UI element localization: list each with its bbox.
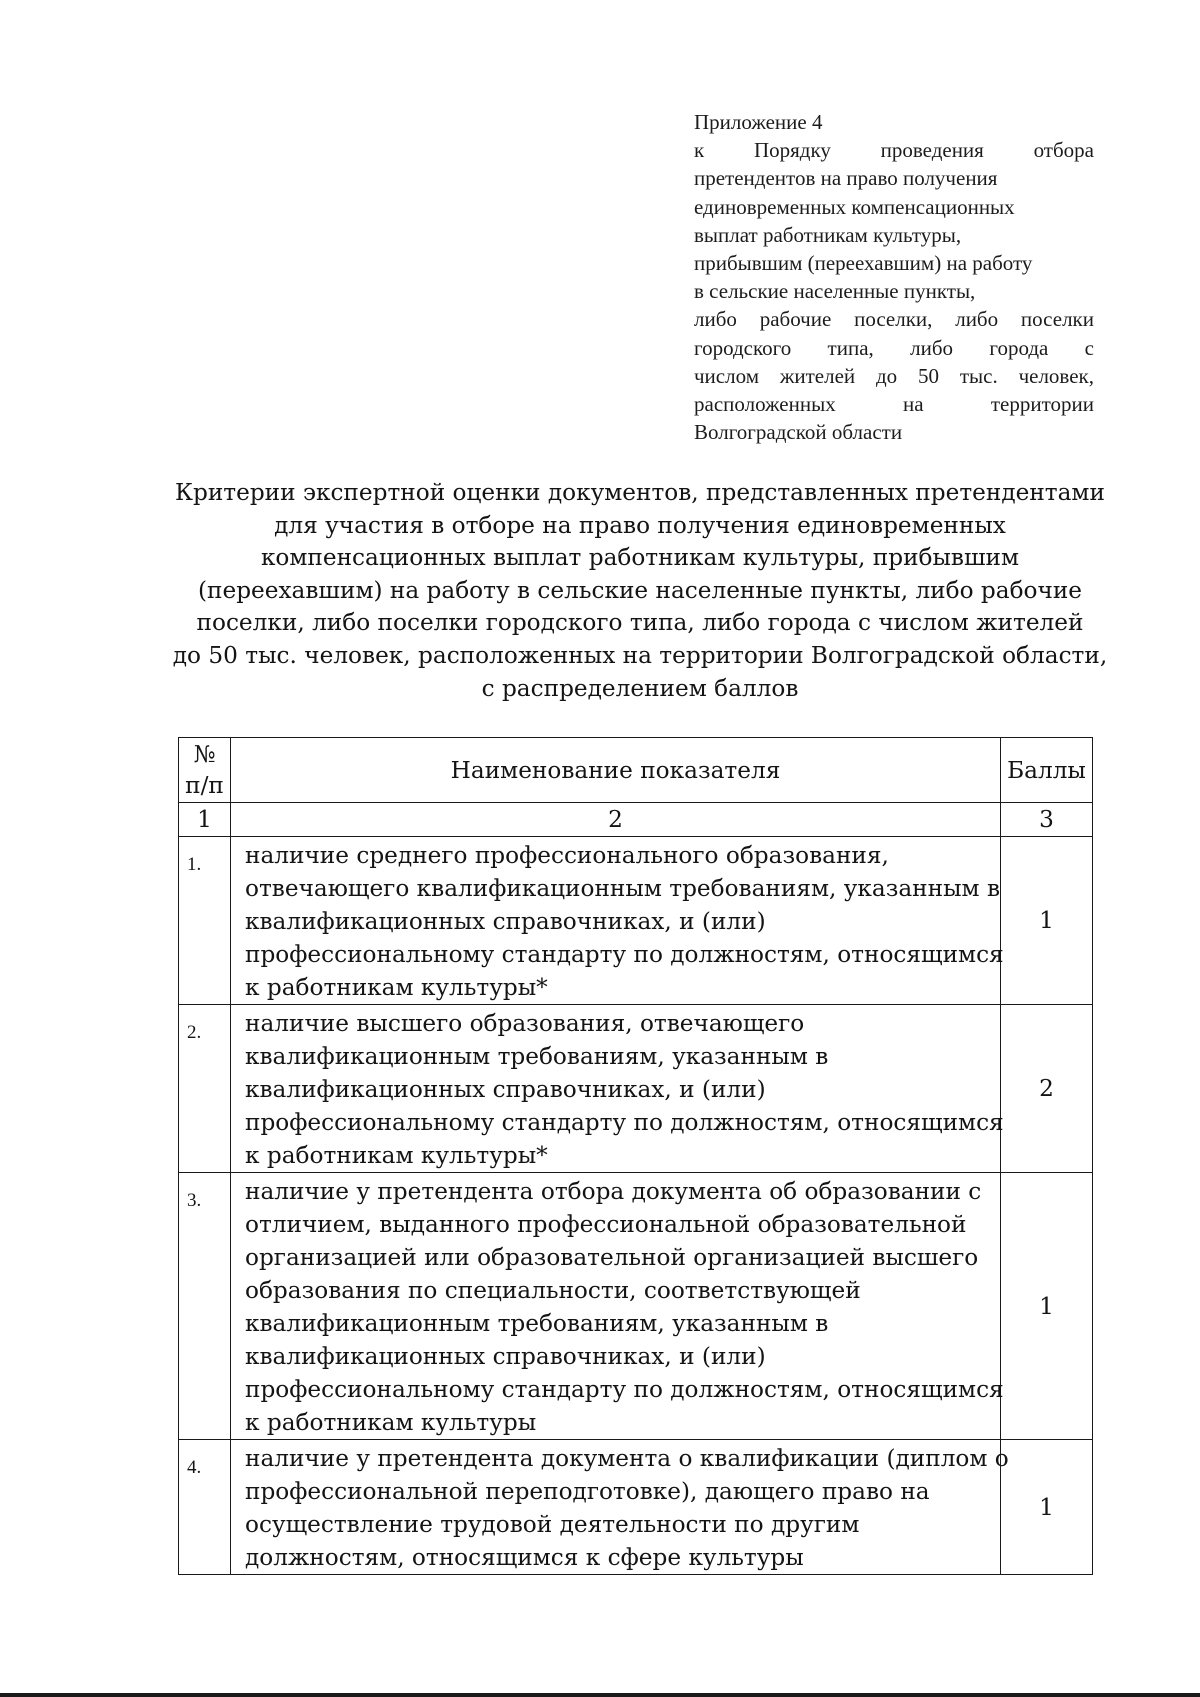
- indicator-line: квалификационных справочниках, и (или): [245, 1343, 766, 1370]
- indicator-line: к работникам культуры*: [245, 1142, 548, 1169]
- indicator-line: образования по специальности, соответствующей: [245, 1277, 861, 1304]
- indicator-text: [231, 1005, 1004, 1173]
- document-title: [150, 477, 1130, 705]
- indicator-line: отличием, выданного профессиональной образовательной: [245, 1211, 967, 1238]
- column-number: 3: [1001, 803, 1093, 837]
- indicator-line: квалификационных справочниках, и (или): [245, 908, 766, 935]
- row-number: 4.: [179, 1440, 231, 1575]
- table-row: [179, 1440, 1093, 1575]
- indicator-line: отвечающего квалификационным требованиям, указанным в: [245, 875, 1000, 902]
- page-bottom-edge: [0, 1693, 1200, 1697]
- indicator-text: [231, 1440, 1009, 1575]
- title-line: компенсационных выплат работникам культуры, прибывшим: [260, 544, 1020, 572]
- title-line: (переехавшим) на работу в сельские населенные пункты, либо рабочие: [197, 576, 1083, 604]
- appendix-line: прибывшим (переехавшим) на работу: [694, 251, 1033, 276]
- appendix-line: в сельские населенные пункты,: [694, 279, 976, 304]
- header-number-sign: №: [193, 741, 216, 768]
- title-line: для участия в отборе на право получения единовременных: [274, 511, 1006, 539]
- column-number-row: [179, 803, 1093, 837]
- table-header-row: [179, 738, 1093, 803]
- indicator-line: к работникам культуры*: [245, 974, 548, 1001]
- header-indicator-name: Наименование показателя: [231, 738, 1001, 803]
- indicator-line: квалификационных справочниках, и (или): [245, 1076, 766, 1103]
- indicator-line: профессиональной переподготовке), дающего право на: [245, 1478, 930, 1505]
- table-row: [179, 837, 1093, 1005]
- appendix-line: расположенных на территории: [694, 392, 1094, 417]
- title-line: до 50 тыс. человек, расположенных на территории Волгоградской области,: [172, 641, 1108, 669]
- indicator-text: [231, 837, 1004, 1005]
- appendix-line: выплат работникам культуры,: [694, 222, 962, 247]
- appendix-line: либо рабочие поселки, либо поселки: [694, 307, 1094, 332]
- appendix-line: единовременных компенсационных: [694, 194, 1015, 219]
- appendix-line: к Порядку проведения отбора: [694, 138, 1094, 163]
- indicator-line: профессиональному стандарту по должностям, относящимся: [245, 941, 1004, 968]
- indicator-line: квалификационным требованиям, указанным в: [245, 1310, 829, 1337]
- title-line: поселки, либо поселки городского типа, либо города с числом жителей: [196, 609, 1084, 637]
- header-number-pp: п/п: [185, 772, 224, 799]
- header-number: [179, 738, 231, 803]
- indicator-line: наличие среднего профессионального образования,: [245, 842, 889, 869]
- column-number: 2: [231, 803, 1001, 837]
- points-value: 1: [1001, 837, 1093, 1005]
- title-line: с распределением баллов: [481, 674, 799, 702]
- points-value: 1: [1001, 1173, 1093, 1440]
- indicator-line: квалификационным требованиям, указанным в: [245, 1043, 829, 1070]
- indicator-line: профессиональному стандарту по должностям, относящимся: [245, 1376, 1004, 1403]
- indicator-line: наличие высшего образования, отвечающего: [245, 1010, 805, 1037]
- table-row: [179, 1173, 1093, 1440]
- indicator-text: [231, 1173, 1004, 1440]
- indicator-line: осуществление трудовой деятельности по другим: [245, 1511, 860, 1538]
- appendix-heading: Приложение 4: [694, 110, 823, 134]
- indicator-line: к работникам культуры: [245, 1409, 537, 1436]
- points-value: 1: [1001, 1440, 1093, 1575]
- appendix-line: городского типа, либо города с: [694, 335, 1094, 360]
- indicator-line: наличие у претендента отбора документа об образовании с: [245, 1178, 982, 1205]
- indicator-line: организацией или образовательной организацией высшего: [245, 1244, 979, 1271]
- indicator-line: профессиональному стандарту по должностям, относящимся: [245, 1109, 1004, 1136]
- indicator-line: наличие у претендента документа о квалификации (диплом о: [245, 1445, 1009, 1472]
- appendix-header: [694, 108, 1094, 446]
- criteria-table: [178, 737, 1093, 1575]
- row-number: 2.: [179, 1005, 231, 1173]
- row-number: 3.: [179, 1173, 231, 1440]
- header-points: Баллы: [1001, 738, 1093, 803]
- column-number: 1: [179, 803, 231, 837]
- row-number: 1.: [179, 837, 231, 1005]
- table-row: [179, 1005, 1093, 1173]
- appendix-line: Волгоградской области: [694, 420, 903, 445]
- appendix-line: претендентов на право получения: [694, 166, 998, 191]
- points-value: 2: [1001, 1005, 1093, 1173]
- appendix-line: числом жителей до 50 тыс. человек,: [694, 363, 1094, 388]
- indicator-line: должностям, относящимся к сфере культуры: [245, 1544, 804, 1571]
- title-line: Критерии экспертной оценки документов, представленных претендентами: [175, 479, 1105, 506]
